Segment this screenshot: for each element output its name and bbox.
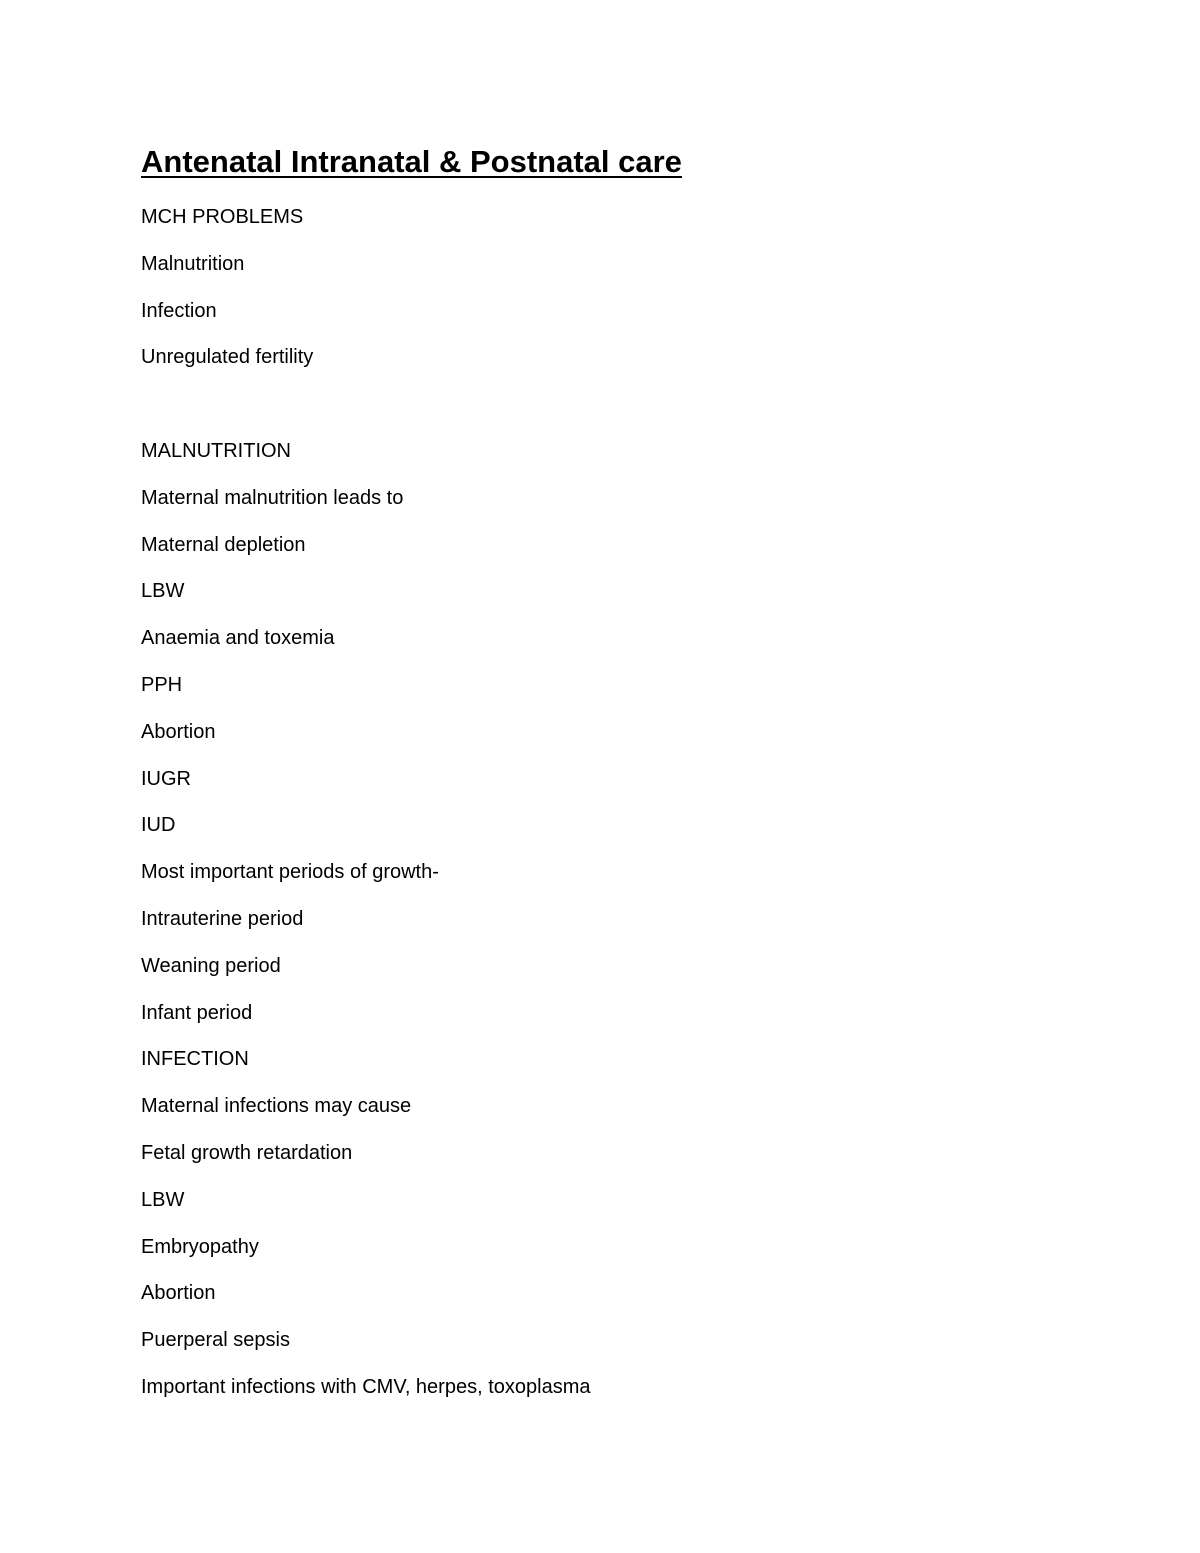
text-line: Infection bbox=[141, 299, 217, 322]
text-line: Important infections with CMV, herpes, toxoplasma bbox=[141, 1375, 591, 1398]
text-line: Maternal infections may cause bbox=[141, 1095, 412, 1118]
text-line: Abortion bbox=[141, 720, 216, 743]
section-heading-infection: INFECTION bbox=[141, 1048, 249, 1071]
text-line: Embryopathy bbox=[141, 1235, 259, 1258]
text-line: Malnutrition bbox=[141, 252, 245, 275]
text-line: IUGR bbox=[141, 767, 191, 790]
text-line: Fetal growth retardation bbox=[141, 1141, 353, 1164]
section-heading-malnutrition: MALNUTRITION bbox=[141, 439, 291, 462]
text-line: Maternal depletion bbox=[141, 533, 306, 556]
text-line: Abortion bbox=[141, 1282, 216, 1305]
text-line: Weaning period bbox=[141, 954, 281, 977]
text-line: LBW bbox=[141, 580, 185, 603]
document-title: Antenatal Intranatal & Postnatal care bbox=[141, 144, 682, 179]
text-line: Most important periods of growth- bbox=[141, 861, 439, 884]
text-line: Intrauterine period bbox=[141, 907, 304, 930]
text-line: Maternal malnutrition leads to bbox=[141, 486, 404, 509]
text-line: PPH bbox=[141, 673, 183, 696]
text-line: Infant period bbox=[141, 1001, 253, 1024]
text-line: LBW bbox=[141, 1188, 185, 1211]
text-line: Anaemia and toxemia bbox=[141, 627, 335, 650]
text-line: Unregulated fertility bbox=[141, 346, 314, 369]
text-line: IUD bbox=[141, 814, 176, 837]
document-body bbox=[141, 202, 1141, 1419]
section-heading-mch-problems: MCH PROBLEMS bbox=[141, 206, 304, 228]
text-line: Puerperal sepsis bbox=[141, 1329, 290, 1352]
blank-line bbox=[141, 389, 1141, 419]
